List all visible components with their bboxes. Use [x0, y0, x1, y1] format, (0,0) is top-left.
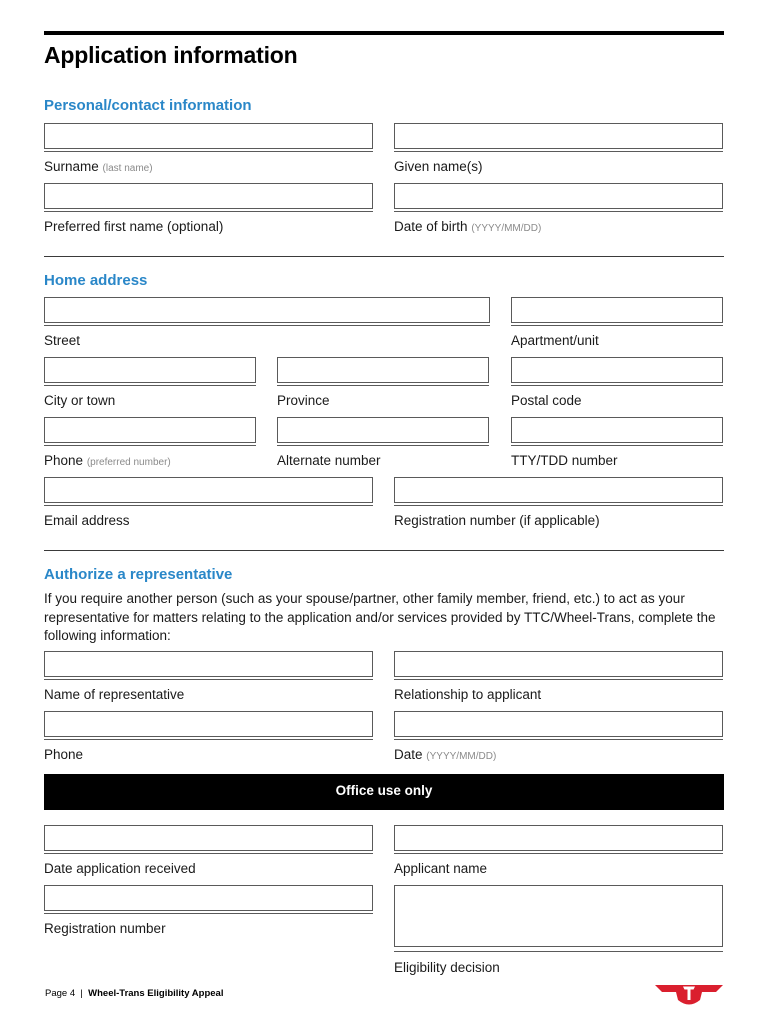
office-registration-number-label: Registration number	[44, 921, 166, 936]
tty-tdd-label: TTY/TDD number	[511, 453, 618, 468]
representative-date-underline	[394, 739, 723, 740]
province-label: Province	[277, 393, 330, 408]
date-received-underline	[44, 853, 373, 854]
footer-page-number: Page 4	[45, 988, 76, 999]
section-heading-representative: Authorize a representative	[44, 566, 233, 583]
relationship-underline	[394, 679, 723, 680]
section-divider	[44, 550, 724, 551]
phone-label: Phone (preferred number)	[44, 453, 171, 468]
street-field[interactable]	[44, 297, 490, 323]
province-field[interactable]	[277, 357, 489, 383]
office-registration-number-underline	[44, 913, 373, 914]
ttc-logo-icon	[653, 976, 725, 1010]
preferred-name-field[interactable]	[44, 183, 373, 209]
postal-code-underline	[511, 385, 723, 386]
alternate-number-field[interactable]	[277, 417, 489, 443]
representative-name-underline	[44, 679, 373, 680]
surname-field[interactable]	[44, 123, 373, 149]
applicant-name-label: Applicant name	[394, 861, 488, 876]
applicant-name-field[interactable]	[394, 825, 723, 851]
section-heading-home-address: Home address	[44, 272, 148, 289]
postal-code-label: Postal code	[511, 393, 582, 408]
relationship-field[interactable]	[394, 651, 723, 677]
city-label: City or town	[44, 393, 116, 408]
eligibility-decision-label: Eligibility decision	[394, 960, 500, 975]
section-heading-personal: Personal/contact information	[44, 97, 252, 114]
section-divider	[44, 256, 724, 257]
email-field[interactable]	[44, 477, 373, 503]
representative-phone-label: Phone	[44, 747, 84, 762]
footer-separator: |	[80, 988, 83, 999]
date-of-birth-underline	[394, 211, 723, 212]
apartment-field[interactable]	[511, 297, 723, 323]
representative-instructions: If you require another person (such as your spouse/partner, other family member, friend, etc.) to act as your representative for matters relating to the application and/or services provided by TTC/Wheel-Trans, complete the following information:	[44, 591, 716, 643]
eligibility-decision-field[interactable]	[394, 885, 723, 947]
footer-document-title: Wheel-Trans Eligibility Appeal	[88, 988, 224, 999]
applicant-name-underline	[394, 853, 723, 854]
apartment-underline	[511, 325, 723, 326]
office-use-banner: Office use only	[44, 774, 724, 810]
registration-number-field[interactable]	[394, 477, 723, 503]
phone-underline	[44, 445, 256, 446]
given-name-underline	[394, 151, 723, 152]
given-name-label: Given name(s)	[394, 159, 483, 174]
street-underline	[44, 325, 490, 326]
date-of-birth-field[interactable]	[394, 183, 723, 209]
city-underline	[44, 385, 256, 386]
surname-label: Surname (last name)	[44, 159, 153, 174]
representative-date-field[interactable]	[394, 711, 723, 737]
date-received-label: Date application received	[44, 861, 196, 876]
representative-name-field[interactable]	[44, 651, 373, 677]
tty-tdd-field[interactable]	[511, 417, 723, 443]
eligibility-decision-underline	[394, 951, 723, 952]
preferred-name-label: Preferred first name (optional)	[44, 219, 224, 234]
representative-name-label: Name of representative	[44, 687, 185, 702]
street-label: Street	[44, 333, 81, 348]
page-footer	[45, 988, 223, 999]
surname-underline	[44, 151, 373, 152]
relationship-label: Relationship to applicant	[394, 687, 542, 702]
apartment-label: Apartment/unit	[511, 333, 599, 348]
date-of-birth-label: Date of birth (YYYY/MM/DD)	[394, 219, 542, 234]
office-registration-number-field[interactable]	[44, 885, 373, 911]
phone-field[interactable]	[44, 417, 256, 443]
top-rule	[44, 31, 724, 35]
given-name-field[interactable]	[394, 123, 723, 149]
postal-code-field[interactable]	[511, 357, 723, 383]
alternate-number-label: Alternate number	[277, 453, 381, 468]
email-underline	[44, 505, 373, 506]
alternate-number-underline	[277, 445, 489, 446]
registration-number-underline	[394, 505, 723, 506]
representative-phone-field[interactable]	[44, 711, 373, 737]
representative-phone-underline	[44, 739, 373, 740]
date-received-field[interactable]	[44, 825, 373, 851]
registration-number-label: Registration number (if applicable)	[394, 513, 600, 528]
representative-date-label: Date (YYYY/MM/DD)	[394, 747, 497, 762]
province-underline	[277, 385, 489, 386]
email-label: Email address	[44, 513, 130, 528]
page-title: Application information	[44, 42, 298, 68]
preferred-name-underline	[44, 211, 373, 212]
city-field[interactable]	[44, 357, 256, 383]
tty-tdd-underline	[511, 445, 723, 446]
